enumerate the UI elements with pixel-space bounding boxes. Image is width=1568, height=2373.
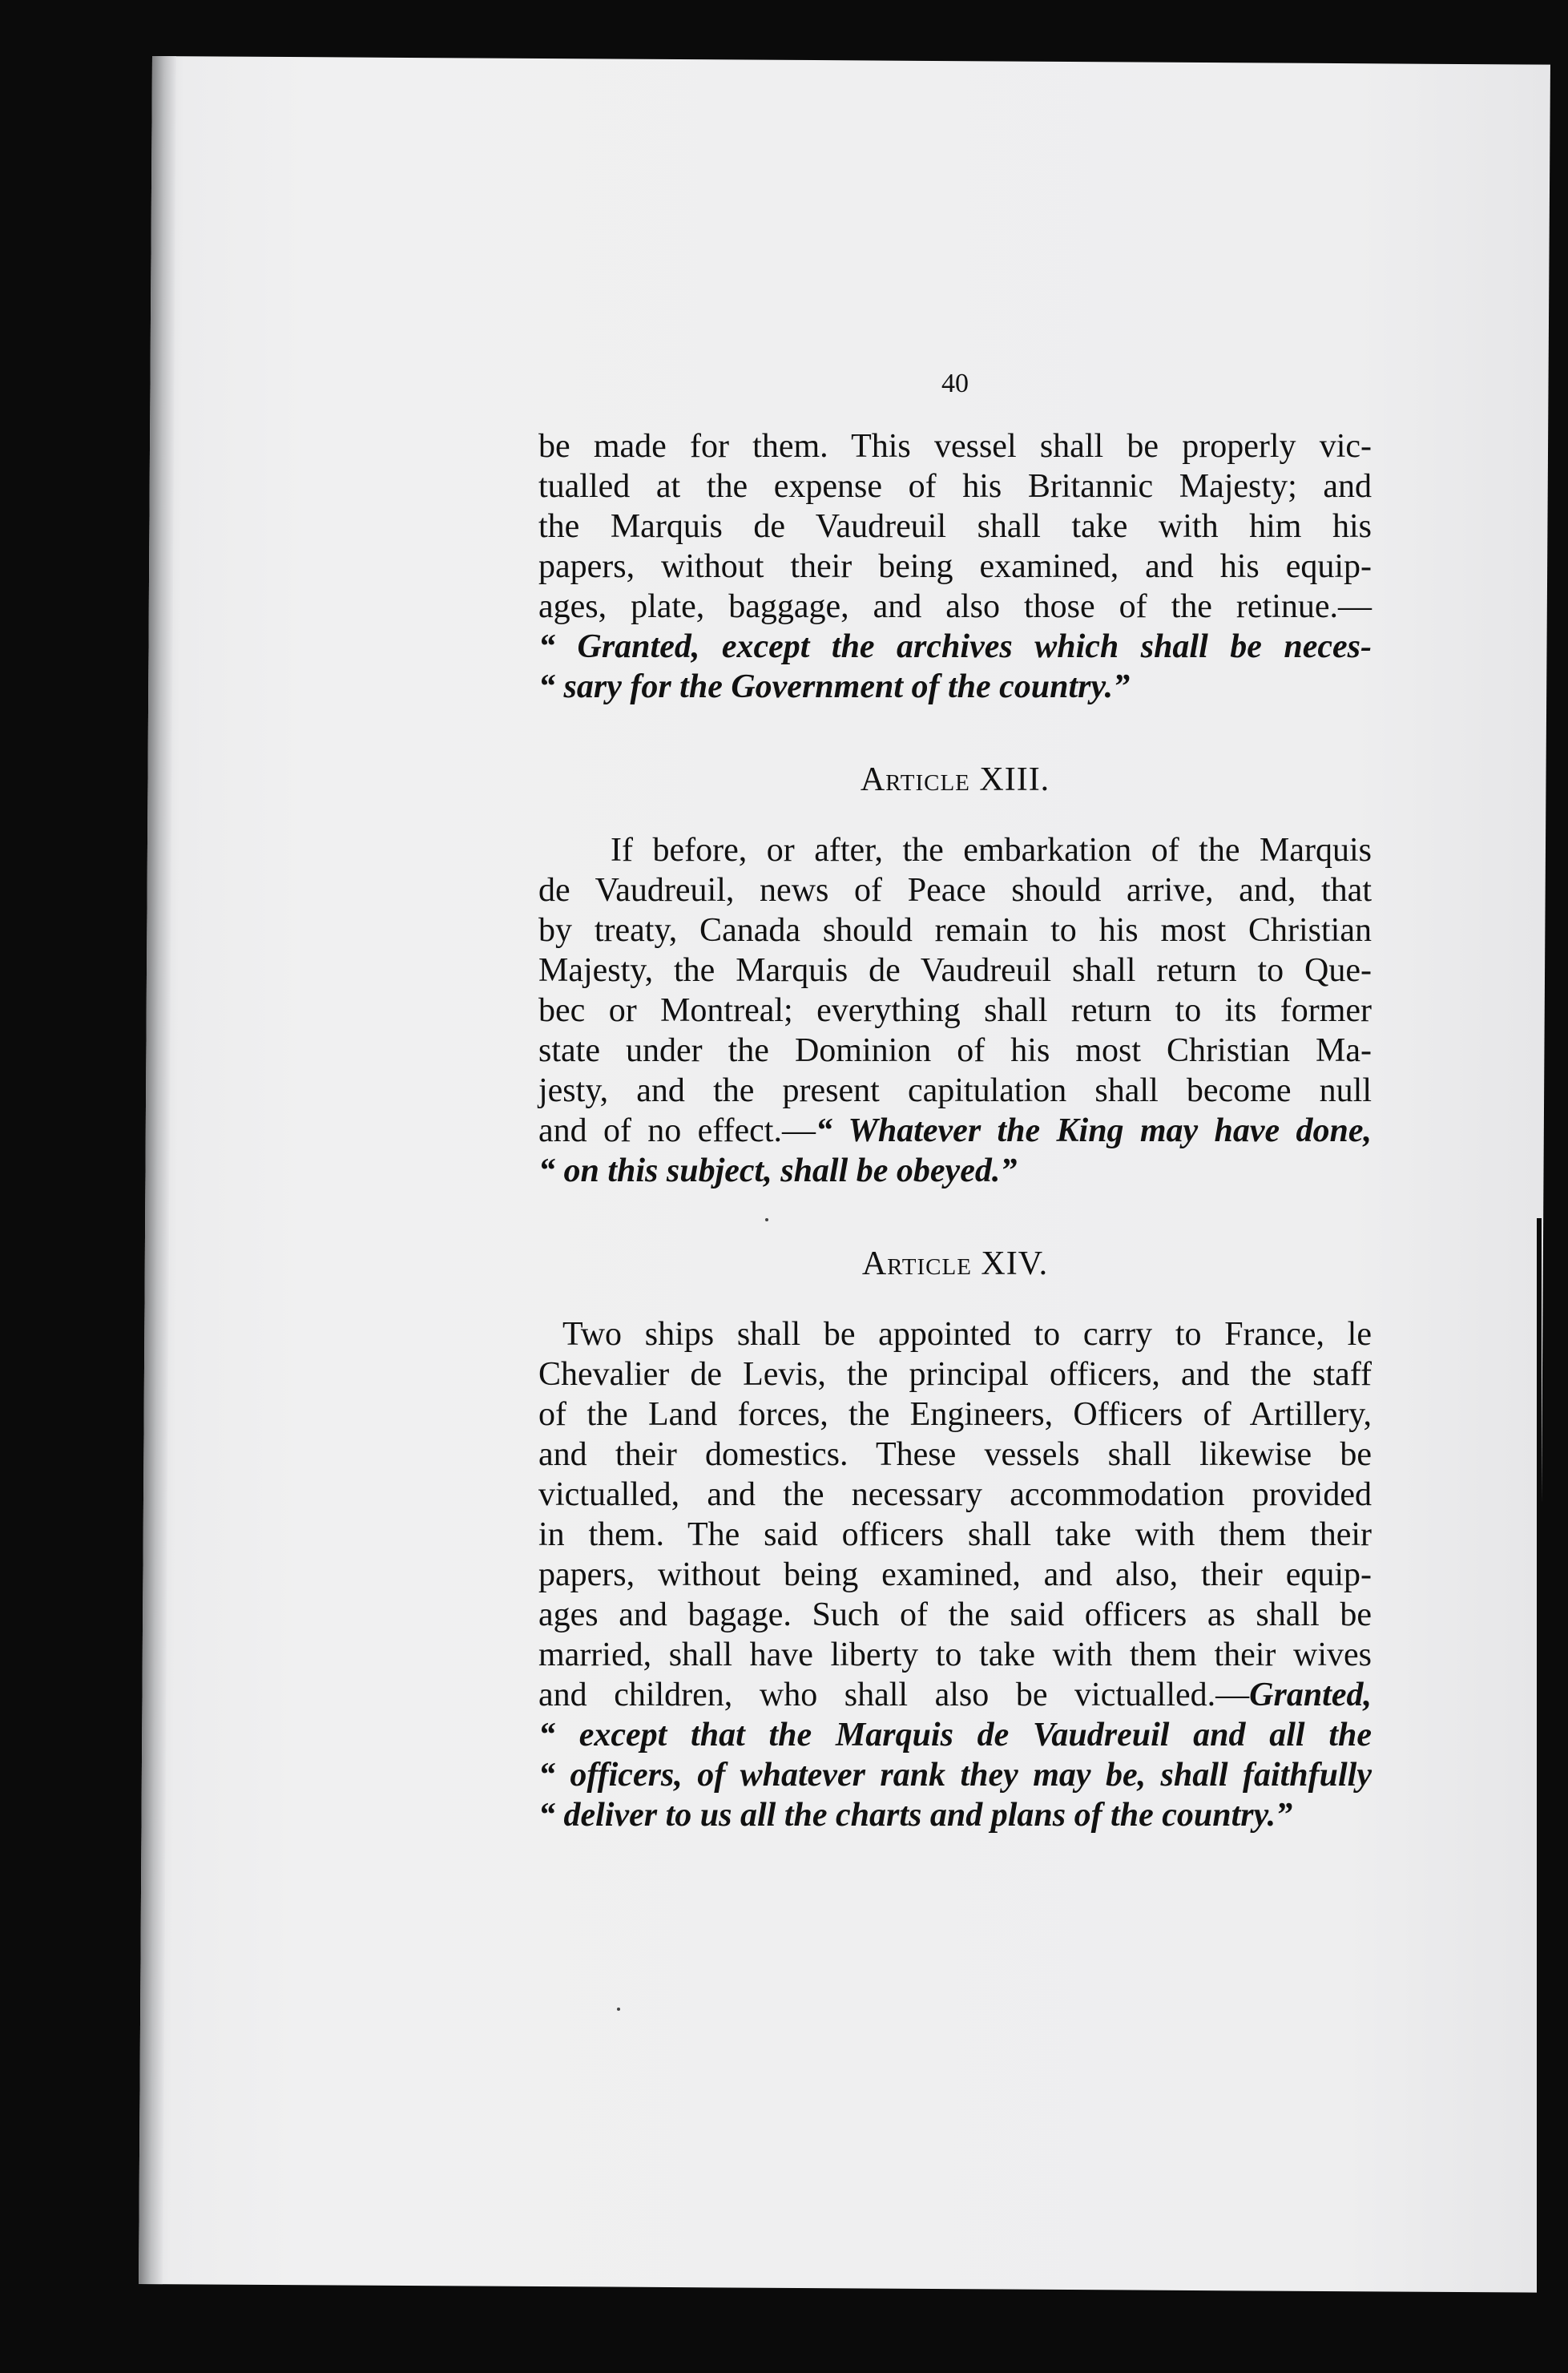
- article-14-paragraph: [538, 1314, 1372, 1835]
- text-line: and their domestics. These vessels shall likewise be: [538, 1436, 1372, 1473]
- text-line: victualled, and the necessary accommodation provided: [538, 1476, 1372, 1513]
- page-border-shadow: [1537, 1218, 1542, 2324]
- page-binding-edge: [139, 56, 176, 2284]
- article-14-heading: Article XIV.: [861, 1245, 1049, 1282]
- text-line: ages, plate, baggage, and also those of the retinue.—: [538, 588, 1372, 625]
- continuation-paragraph: [538, 426, 1372, 707]
- reply-line: “ deliver to us all the charts and plans of the country.”: [538, 1797, 1293, 1834]
- article-13-paragraph: [538, 830, 1372, 1191]
- text-line: state under the Dominion of his most Christian Ma-: [538, 1032, 1372, 1069]
- page-number: 40: [941, 369, 969, 398]
- text-line: of the Land forces, the Engineers, Officers of Artillery,: [538, 1396, 1372, 1433]
- text-line: Chevalier de Levis, the principal officers, and the staff: [538, 1356, 1372, 1393]
- text-line: Majesty, the Marquis de Vaudreuil shall return to Que-: [538, 952, 1372, 989]
- text-line: married, shall have liberty to take with them their wives: [538, 1636, 1372, 1673]
- text-line: Two ships shall be appointed to carry to France, le: [562, 1316, 1372, 1353]
- text-line: [538, 1675, 1372, 1715]
- text-line: the Marquis de Vaudreuil shall take with him his: [538, 508, 1372, 545]
- text-fragment: and of no effect.—: [538, 1112, 816, 1149]
- reply-line: “ except that the Marquis de Vaudreuil and all the: [538, 1717, 1372, 1754]
- text-line: papers, without their being examined, and his equip-: [538, 548, 1372, 585]
- reply-fragment: “ Whatever the King may have done,: [815, 1112, 1373, 1149]
- text-line: tualled at the expense of his Britannic Majesty; and: [538, 468, 1372, 505]
- text-line: be made for them. This vessel shall be properly vic-: [538, 428, 1372, 465]
- text-line: [538, 1111, 1372, 1151]
- text-line: papers, without being examined, and also, their equip-: [538, 1556, 1372, 1593]
- page-text: [538, 345, 1372, 1835]
- text-line: jesty, and the present capitulation shall become null: [538, 1072, 1372, 1109]
- text-line: If before, or after, the embarkation of the Marquis: [611, 832, 1372, 869]
- reply-line: “ Granted, except the archives which shall be neces-: [538, 628, 1372, 665]
- article-13-heading: Article XIII.: [860, 761, 1050, 798]
- reply-line: “ on this subject, shall be obeyed.”: [538, 1152, 1018, 1189]
- text-fragment: and children, who shall also be victualled.—: [538, 1677, 1250, 1713]
- scan-speck: [765, 1218, 768, 1221]
- text-line: bec or Montreal; everything shall return to its former: [538, 992, 1372, 1029]
- text-line: in them. The said officers shall take with them their: [538, 1516, 1372, 1553]
- text-line: by treaty, Canada should remain to his most Christian: [538, 912, 1372, 949]
- text-line: ages and bagage. Such of the said officers as shall be: [538, 1596, 1372, 1633]
- reply-line: “ officers, of whatever rank they may be, shall faithfully: [538, 1757, 1372, 1794]
- text-line: de Vaudreuil, news of Peace should arrive, and, that: [538, 872, 1372, 909]
- reply-line: “ sary for the Government of the country.”: [538, 668, 1131, 705]
- scan-speck: [617, 2008, 620, 2011]
- reply-fragment: Granted,: [1249, 1677, 1372, 1713]
